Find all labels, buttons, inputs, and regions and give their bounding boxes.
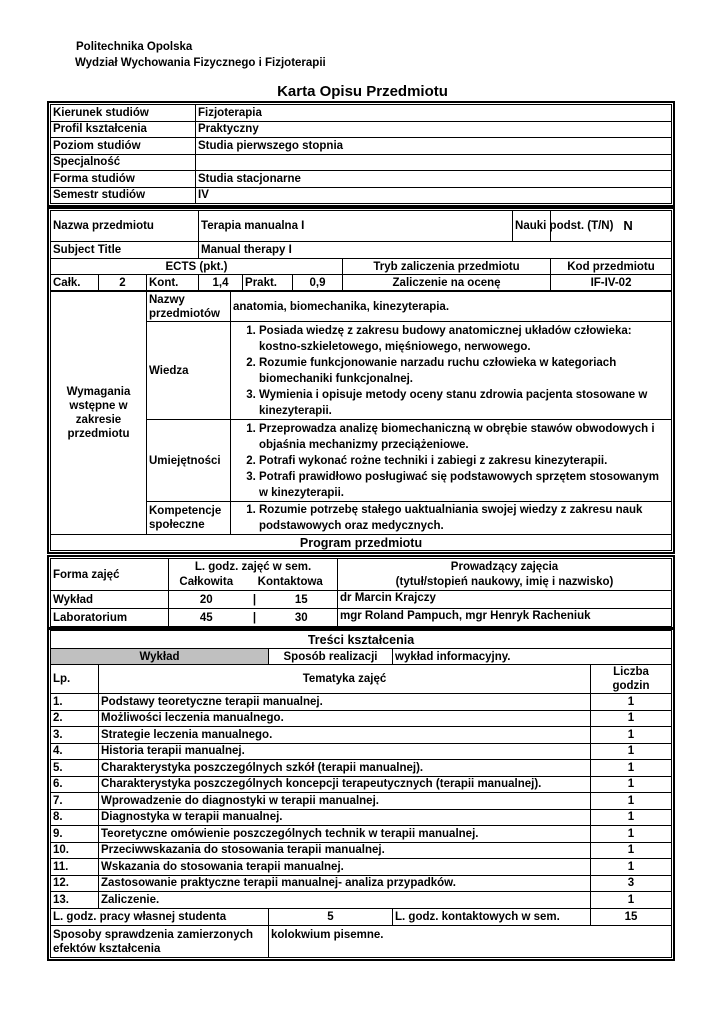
subject-title-label: Subject Title bbox=[51, 242, 199, 259]
topic-text: Możliwości leczenia manualnego. bbox=[99, 710, 591, 727]
faculty-name: Wydział Wychowania Fizycznego i Fizjoterapii bbox=[75, 57, 326, 69]
study-info-label: Kierunek studiów bbox=[51, 105, 196, 122]
method-label: Sposób realizacji bbox=[269, 649, 393, 665]
study-info-row bbox=[51, 105, 672, 122]
study-info-row bbox=[51, 171, 672, 188]
skills-list bbox=[233, 421, 669, 501]
topic-row bbox=[51, 892, 672, 909]
study-info-label: Profil kształcenia bbox=[51, 121, 196, 138]
ects-kont-value: 1,4 bbox=[199, 275, 243, 291]
prereq-label: Wymagania wstępne w zakresie przedmiotu bbox=[51, 292, 147, 535]
study-info-label: Specjalność bbox=[51, 154, 196, 171]
topic-row bbox=[51, 826, 672, 843]
self-work-value: 5 bbox=[269, 908, 393, 925]
class-row bbox=[51, 591, 672, 609]
class-total-hours: 45 bbox=[169, 609, 244, 627]
topic-row bbox=[51, 710, 672, 727]
topic-hours: 1 bbox=[591, 694, 672, 711]
self-work-label: L. godz. pracy własnej studenta bbox=[51, 908, 269, 925]
lp-label: Lp. bbox=[51, 665, 99, 694]
study-info-frame bbox=[47, 101, 675, 207]
class-separator: | bbox=[244, 609, 266, 627]
topic-hours: 1 bbox=[591, 809, 672, 826]
topic-text: Strategie leczenia manualnego. bbox=[99, 727, 591, 744]
topic-text: Diagnostyka w terapii manualnej. bbox=[99, 809, 591, 826]
topic-text: Zaliczenie. bbox=[99, 892, 591, 909]
topic-lp: 3. bbox=[51, 727, 99, 744]
knowledge-list bbox=[233, 323, 669, 419]
ects-total-label: Całk. bbox=[51, 275, 99, 291]
study-info-value: Studia stacjonarne bbox=[196, 171, 672, 188]
topic-text: Teoretyczne omówienie poszczególnych technik w terapii manualnej. bbox=[99, 826, 591, 843]
topic-lp: 8. bbox=[51, 809, 99, 826]
university-name: Politechnika Opolska bbox=[76, 41, 193, 53]
topic-row bbox=[51, 809, 672, 826]
topic-lp: 7. bbox=[51, 793, 99, 810]
hours-contact-label: Kontaktowa bbox=[244, 575, 338, 591]
hours-total-label: Całkowita bbox=[169, 575, 244, 591]
content-type: Wykład bbox=[51, 649, 269, 665]
class-contact-hours: 15 bbox=[266, 591, 338, 609]
ects-prakt-label: Prakt. bbox=[243, 275, 293, 291]
ects-prakt-value: 0,9 bbox=[293, 275, 343, 291]
method-value: wykład informacyjny. bbox=[393, 649, 672, 665]
skills-label: Umiejętności bbox=[147, 420, 231, 502]
topic-hours: 1 bbox=[591, 727, 672, 744]
social-item: 1. Rozumie potrzebę stałego uaktualniania swojej wiedzy z zakresu nauk podstawowych oraz medycznych. bbox=[259, 502, 669, 534]
topic-lp: 2. bbox=[51, 710, 99, 727]
knowledge-item: 3. Wymienia i opisuje metody oceny stanu zdrowia pacjenta stosowane w kinezyterapii. bbox=[259, 387, 669, 419]
topic-hours: 1 bbox=[591, 826, 672, 843]
study-info-row bbox=[51, 154, 672, 171]
knowledge-label: Wiedza bbox=[147, 322, 231, 420]
basic-science-value: N bbox=[551, 211, 672, 242]
hours-label: L. godz. zajęć w sem. bbox=[169, 559, 338, 575]
topic-lp: 5. bbox=[51, 760, 99, 777]
ects-kont-label: Kont. bbox=[147, 275, 199, 291]
prereq-subjects-value: anatomia, biomechanika, kinezyterapia. bbox=[231, 292, 672, 322]
page-title: Karta Opisu Przedmiotu bbox=[277, 83, 448, 100]
class-contact-hours: 30 bbox=[266, 609, 338, 627]
topic-text: Charakterystyka poszczególnych koncepcji terapeutycznych (terapii manualnej). bbox=[99, 776, 591, 793]
contact-hours-value: 15 bbox=[591, 908, 672, 925]
study-info-row bbox=[51, 138, 672, 155]
topic-text: Przeciwwskazania do stosowania terapii manualnej. bbox=[99, 842, 591, 859]
teacher-label-2: (tytuł/stopień naukowy, imię i nazwisko) bbox=[338, 575, 672, 591]
topic-hours: 1 bbox=[591, 743, 672, 760]
code-label: Kod przedmiotu bbox=[551, 259, 672, 275]
study-info-label: Forma studiów bbox=[51, 171, 196, 188]
topic-row bbox=[51, 694, 672, 711]
topic-label: Tematyka zajęć bbox=[99, 665, 591, 694]
topic-text: Historia terapii manualnej. bbox=[99, 743, 591, 760]
content-table bbox=[50, 630, 672, 958]
study-info-value: Fizjoterapia bbox=[196, 105, 672, 122]
prereq-subjects-label: Nazwy przedmiotów bbox=[147, 292, 231, 322]
topic-row bbox=[51, 743, 672, 760]
skills-item: 2. Potrafi wykonać rożne techniki i zabiegi z zakresu kinezyterapii. bbox=[259, 453, 669, 469]
class-separator: | bbox=[244, 591, 266, 609]
verify-label: Sposoby sprawdzenia zamierzonych efektów kształcenia bbox=[51, 925, 269, 957]
topic-row bbox=[51, 842, 672, 859]
social-list bbox=[233, 502, 669, 534]
study-info-value bbox=[196, 154, 672, 171]
basic-science-label: Nauki podst. (T/N) bbox=[513, 211, 551, 242]
verify-value: kolokwium pisemne. bbox=[269, 925, 672, 957]
topic-row bbox=[51, 859, 672, 876]
topic-hours: 1 bbox=[591, 710, 672, 727]
ects-label: ECTS (pkt.) bbox=[51, 259, 343, 275]
social-label: Kompetencje społeczne bbox=[147, 502, 231, 535]
classes-frame bbox=[47, 555, 675, 630]
topic-text: Wskazania do stosowania terapii manualnej. bbox=[99, 859, 591, 876]
topic-hours: 1 bbox=[591, 793, 672, 810]
class-form: Laboratorium bbox=[51, 609, 169, 627]
study-info-row bbox=[51, 121, 672, 138]
class-teacher: mgr Roland Pampuch, mgr Henryk Racheniuk bbox=[338, 609, 672, 627]
knowledge-item: 2. Rozumie funkcjonowanie narzadu ruchu człowieka w kategoriach biomechaniki funkcjonalnej. bbox=[259, 355, 669, 387]
topic-text: Podstawy teoretyczne terapii manualnej. bbox=[99, 694, 591, 711]
topic-lp: 12. bbox=[51, 875, 99, 892]
topic-text: Wprowadzenie do diagnostyki w terapii manualnej. bbox=[99, 793, 591, 810]
topic-lp: 6. bbox=[51, 776, 99, 793]
class-total-hours: 20 bbox=[169, 591, 244, 609]
topic-row bbox=[51, 875, 672, 892]
teacher-label-1: Prowadzący zajęcia bbox=[338, 559, 672, 575]
class-form: Wykład bbox=[51, 591, 169, 609]
study-info-value: Praktyczny bbox=[196, 121, 672, 138]
topic-hours: 3 bbox=[591, 875, 672, 892]
topic-row bbox=[51, 760, 672, 777]
topic-lp: 10. bbox=[51, 842, 99, 859]
topic-lp: 11. bbox=[51, 859, 99, 876]
subject-name: Terapia manualna I bbox=[199, 211, 513, 242]
subject-table bbox=[50, 210, 672, 291]
code-value: IF-IV-02 bbox=[551, 275, 672, 291]
prereq-table bbox=[50, 291, 672, 551]
topic-row bbox=[51, 727, 672, 744]
study-info-table bbox=[50, 104, 672, 204]
subject-frame bbox=[47, 207, 675, 554]
program-label: Program przedmiotu bbox=[51, 535, 672, 551]
topic-hours: 1 bbox=[591, 859, 672, 876]
subject-title: Manual therapy I bbox=[199, 242, 672, 259]
topic-hours: 1 bbox=[591, 892, 672, 909]
topic-hours: 1 bbox=[591, 842, 672, 859]
topic-hours: 1 bbox=[591, 776, 672, 793]
form-label: Forma zajęć bbox=[51, 559, 169, 591]
content-frame bbox=[47, 627, 675, 961]
topic-lp: 1. bbox=[51, 694, 99, 711]
skills-item: 1. Przeprowadza analizę biomechaniczną w obrębie stawów obwodowych i objaśnia mechanizmy przeciążeniowe. bbox=[259, 421, 669, 453]
ects-total-value: 2 bbox=[99, 275, 147, 291]
topic-hours: 1 bbox=[591, 760, 672, 777]
topic-text: Charakterystyka poszczególnych szkół (terapii manualnej). bbox=[99, 760, 591, 777]
contact-hours-label: L. godz. kontaktowych w sem. bbox=[393, 908, 591, 925]
topic-lp: 4. bbox=[51, 743, 99, 760]
topic-lp: 13. bbox=[51, 892, 99, 909]
class-teacher: dr Marcin Krajczy bbox=[338, 591, 672, 609]
mode-label: Tryb zaliczenia przedmiotu bbox=[343, 259, 551, 275]
study-info-value: IV bbox=[196, 187, 672, 204]
topic-hours-label: Liczba godzin bbox=[591, 665, 672, 694]
topic-row bbox=[51, 776, 672, 793]
skills-item: 3. Potrafi prawidłowo posługiwać się podstawowych sprzętem stosowanym w kinezyterapii. bbox=[259, 469, 669, 501]
study-info-label: Semestr studiów bbox=[51, 187, 196, 204]
study-info-value: Studia pierwszego stopnia bbox=[196, 138, 672, 155]
mode-value: Zaliczenie na ocenę bbox=[343, 275, 551, 291]
topic-lp: 9. bbox=[51, 826, 99, 843]
knowledge-item: 1. Posiada wiedzę z zakresu budowy anatomicznej układów człowieka: kostno-szkieletowego, mięśniowego, nerwowego. bbox=[259, 323, 669, 355]
topic-row bbox=[51, 793, 672, 810]
study-info-label: Poziom studiów bbox=[51, 138, 196, 155]
content-label: Treści kształcenia bbox=[51, 631, 672, 649]
class-row bbox=[51, 609, 672, 627]
classes-table bbox=[50, 558, 672, 627]
subject-name-label: Nazwa przedmiotu bbox=[51, 211, 199, 242]
study-info-row bbox=[51, 187, 672, 204]
topic-text: Zastosowanie praktyczne terapii manualnej- analiza przypadków. bbox=[99, 875, 591, 892]
